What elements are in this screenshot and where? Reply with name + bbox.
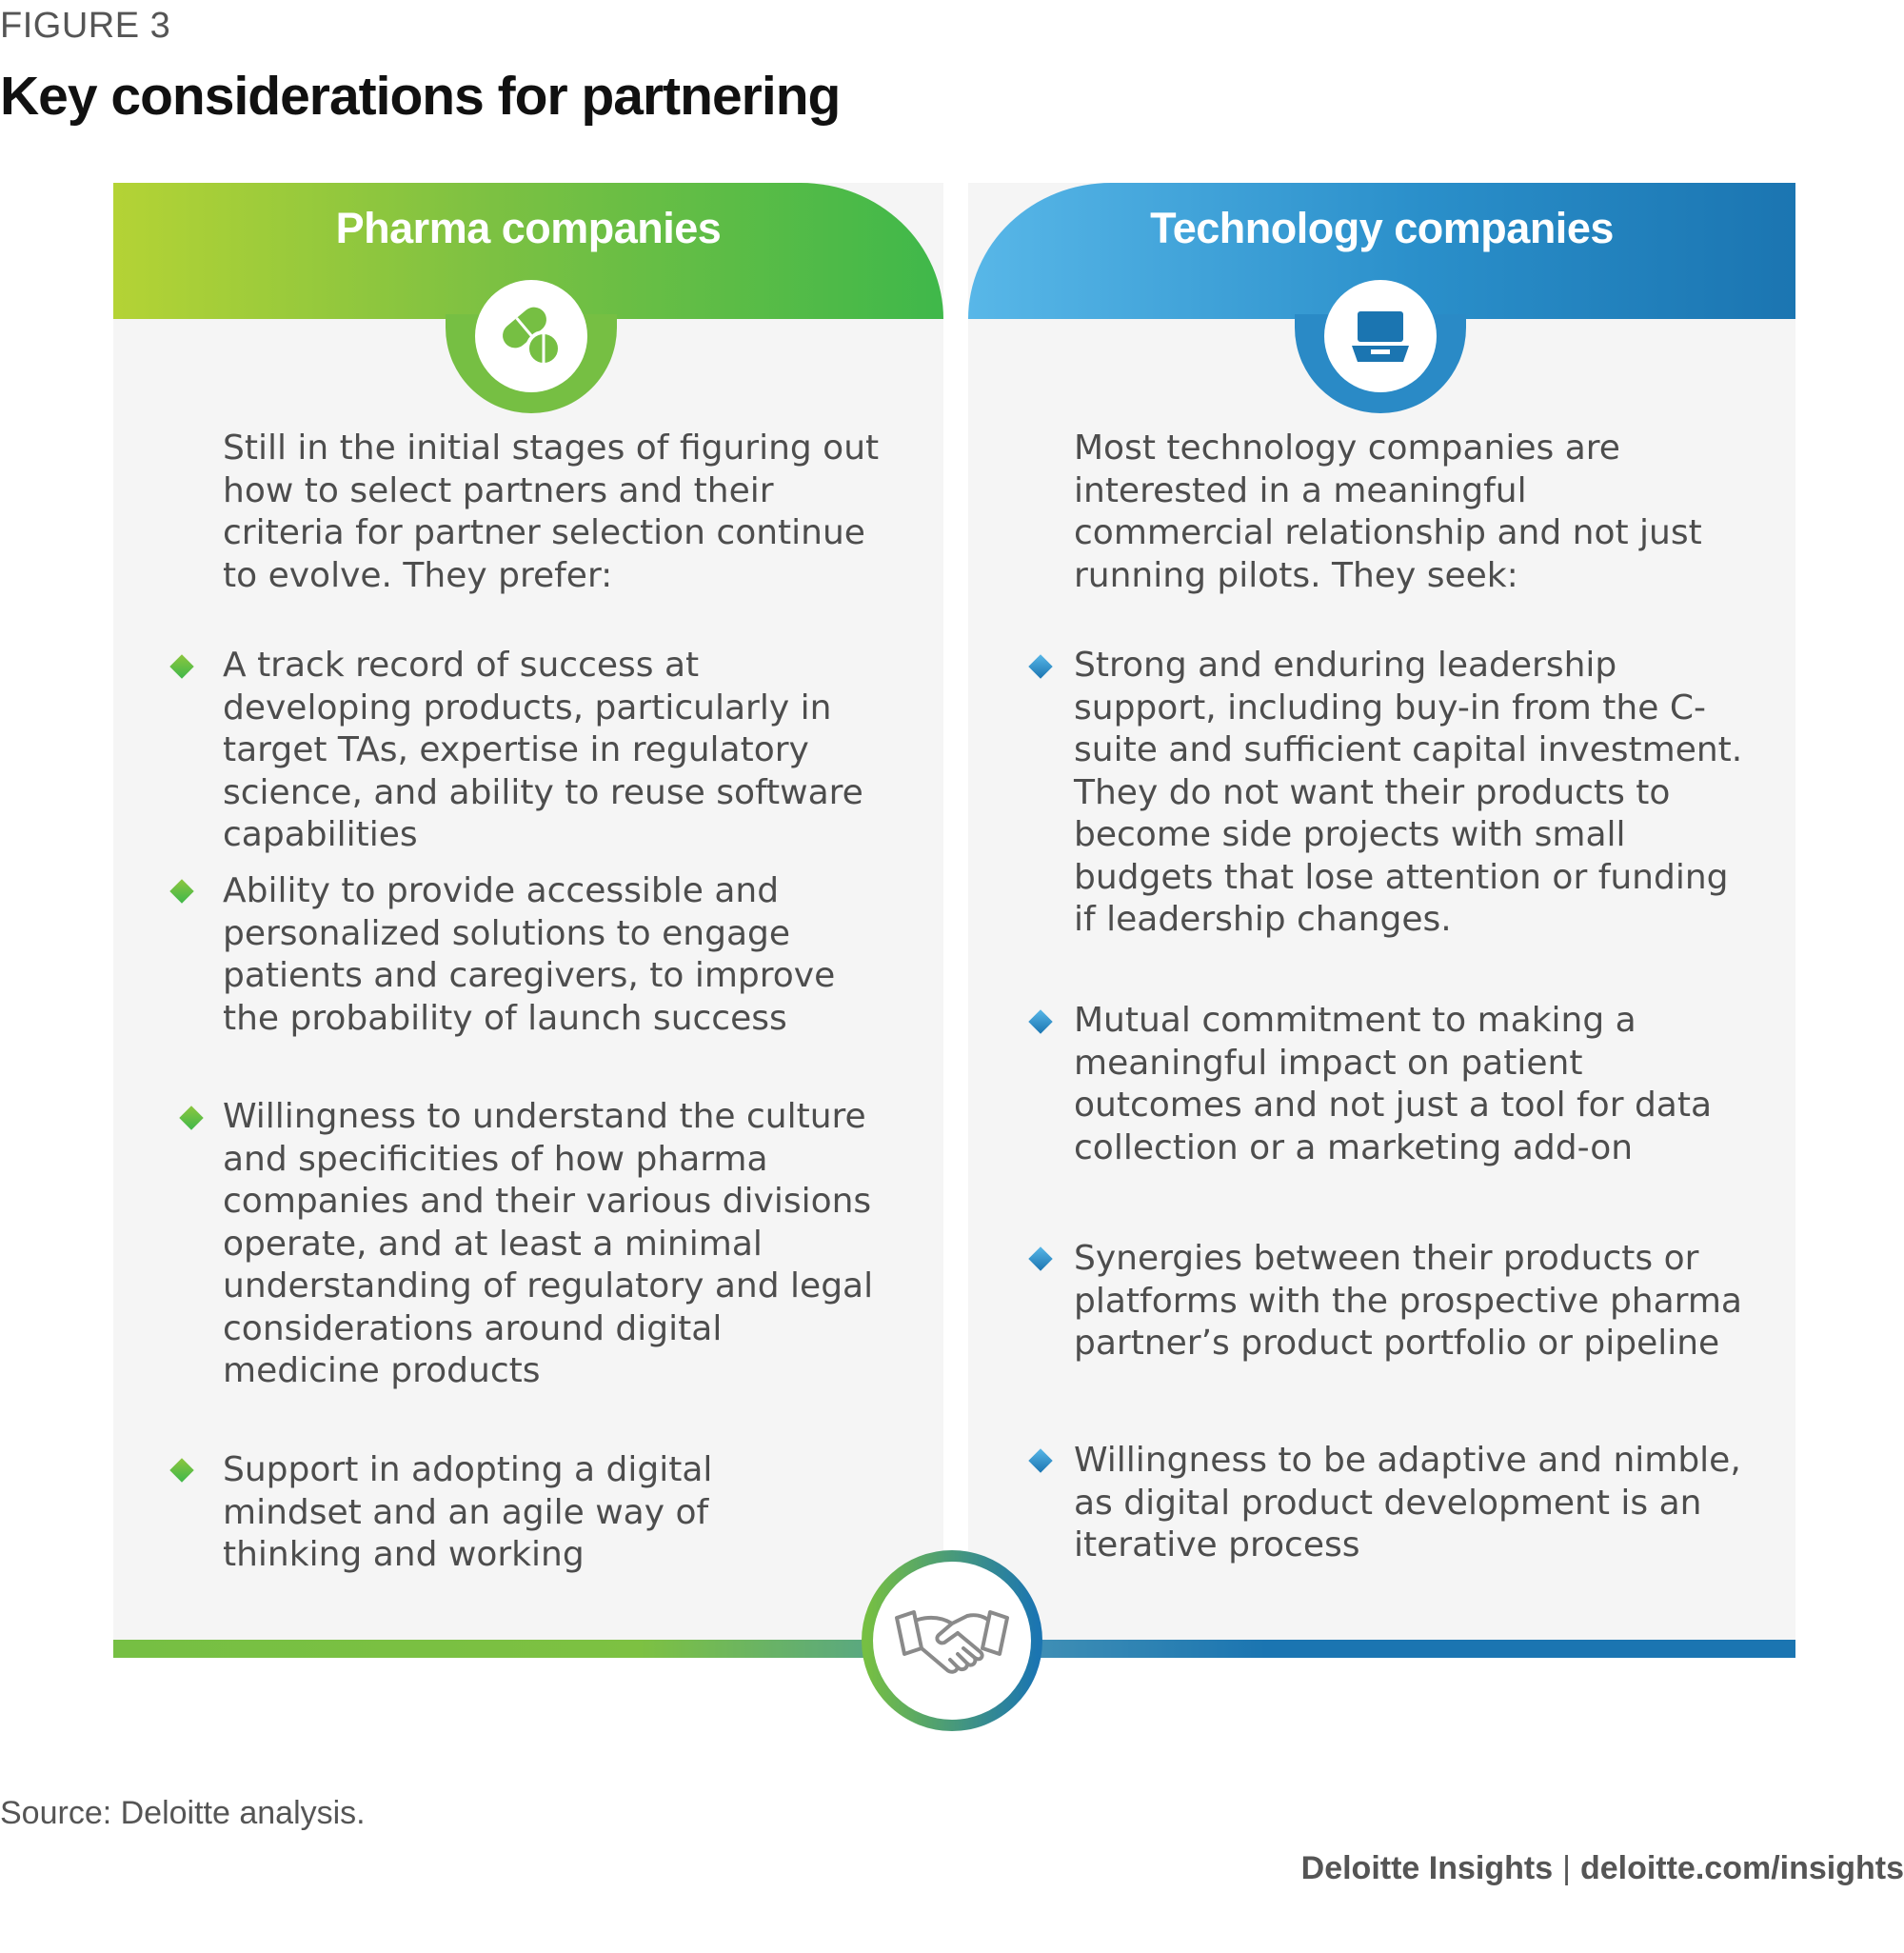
technology-item-4: Willingness to be adaptive and nimble, as digital product development is an iterative process <box>1074 1441 1741 1564</box>
pharma-heading: Pharma companies <box>335 204 722 252</box>
technology-intro: Most technology companies are interested in a meaningful commercial relationship and not just running pilots. They seek: <box>1074 428 1702 595</box>
handshake-icon <box>855 1544 1049 1738</box>
pharma-item-1: A track record of success at developing products, particularly in target TAs, expertise in regulatory science, and ability to reuse software capabilities <box>223 646 863 854</box>
figure-label: FIGURE 3 <box>0 6 171 46</box>
laptop-icon <box>1324 280 1437 392</box>
footer-brand: Deloitte Insights <box>1300 1850 1554 1886</box>
pharma-item-3: Willingness to understand the culture and specificities of how pharma companies and their various divisions operate, and at least a minimal understanding of regulatory and legal considerations around digital medicine products <box>223 1097 874 1390</box>
technology-heading: Technology companies <box>1150 204 1614 252</box>
pharma-intro: Still in the initial stages of figuring out how to select partners and their criteria for partner selection continue to evolve. They prefer: <box>223 428 880 595</box>
pharma-item-4: Support in adopting a digital mindset and an agile way of thinking and working <box>223 1450 713 1574</box>
figure-title: Key considerations for partnering <box>0 66 841 127</box>
technology-item-1: Strong and enduring leadership support, including buy-in from the C-suite and sufficient capital investment. They do not want their products to become side projects with small budgets that lose attention or funding if leadership changes. <box>1074 646 1743 939</box>
footer-separator: | <box>1562 1850 1571 1886</box>
technology-bottom-bar <box>1038 1640 1795 1658</box>
pharma-bottom-bar <box>113 1640 865 1658</box>
technology-item-3: Synergies between their products or platforms with the prospective pharma partner’s product portfolio or pipeline <box>1074 1239 1742 1363</box>
source-note: Source: Deloitte analysis. <box>0 1795 366 1831</box>
pharma-item-2: Ability to provide accessible and personalized solutions to engage patients and caregivers, to improve the probability of launch success <box>223 871 836 1038</box>
footer-link[interactable]: deloitte.com/insights <box>1579 1850 1904 1886</box>
footer <box>1301 1850 1904 1887</box>
pills-icon <box>475 280 587 392</box>
technology-item-2: Mutual commitment to making a meaningful impact on patient outcomes and not just a tool for data collection or a marketing add-on <box>1074 1001 1713 1167</box>
